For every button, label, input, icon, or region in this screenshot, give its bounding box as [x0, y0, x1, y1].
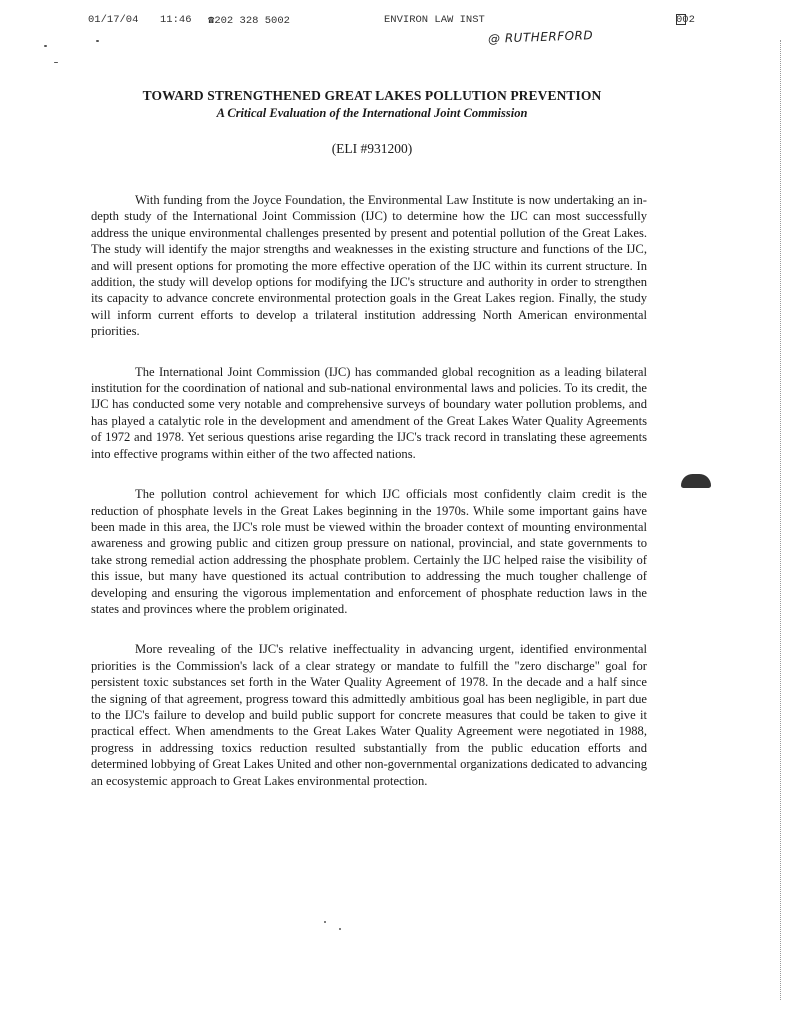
scan-speck — [339, 928, 341, 930]
document-title: TOWARD STRENGTHENED GREAT LAKES POLLUTION PREVENTION — [142, 88, 602, 103]
fax-time: 11:46 — [160, 14, 192, 26]
paragraph: The International Joint Commission (IJC) has commanded global recognition as a leading bilateral institution for the coordination of national and sub-national environmental laws and policies. To its credit, the IJC has conducted some very notable and comprehensive surveys of boundary water pollution problems, and has played a catalytic role in the development and amendment of the Great Lakes Water Quality Agreements of 1972 and 1978. Yet serious questions arise regarding the IJC's track record in translating these agreements into effective programs within either of the two affected nations. — [91, 364, 647, 461]
document-number: (ELI #931200) — [331, 141, 413, 156]
fax-page-value: 002 — [676, 14, 695, 26]
paragraph: The pollution control achievement for which IJC officials most confidently claim credit is the reduction of phosphate levels in the Great Lakes beginning in the 1970s. While some important gains have been made in this area, the IJC's role must be viewed within the broader context of mounting environmental awareness and growing public and citizen group pressure on national, provincial, and state governments to take strong remedial action addressing the phosphate problem. Certainly the IJC helped raise the visibility of this issue, but many have questioned its actual contribution to addressing the much tougher challenge of developing and ensuring the vigorous implementation and enforcement of phosphate reduction laws in the states and provinces where the problem originated. — [91, 487, 647, 616]
scan-blot — [681, 474, 711, 488]
paragraph: With funding from the Joyce Foundation, the Environmental Law Institute is now undertaking an in-depth study of the International Joint Commission (IJC) to determine how the IJC can most successfully address the unique environmental challenges presented by present and potential pollution of the Great Lakes. The study will identify the major strengths and weaknesses in the existing structure and functions of the IJC, and will present options for promoting the more effective operation of the IJC within its current structure. In addition, the study will develop options for modifying the IJC's structure and authority in order to strengthen its capacity to advance concrete environmental protection goals in the Great Lakes region. Finally, the study will inform current efforts to develop a trilateral institution addressing North American environmental priorities. — [91, 193, 647, 339]
paragraph: More revealing of the IJC's relative ineffectuality in advancing urgent, identified environmental priorities is the Commission's lack of a clear strategy or mandate to fulfill the "zero discharge" goal for persistent toxic substances set forth in the Water Quality Agreement of 1978. In the decade and a half since the signing of that agreement, progress toward this admittedly ambitious goal has been negligible, in part due to the IJC's failure to develop and build public support for concrete measures that could be taken to give it practical effect. When amendments to the Great Lakes Water Quality Agreement were negotiated in 1988, progress in addressing toxics reduction resulted substantially from the public education efforts and determined lobbying of Great Lakes United and other non-governmental organizations dedicated to advancing an ecosystemic approach to Great Lakes environmental protection. — [91, 642, 647, 788]
fax-phone-number: ☎202 328 5002 — [208, 15, 290, 27]
scan-speck — [44, 45, 47, 47]
fax-sender-organization: ENVIRON LAW INST — [384, 14, 485, 26]
scan-speck — [54, 62, 58, 63]
scan-edge-line — [780, 40, 782, 1000]
document-body — [91, 192, 647, 813]
fax-header — [88, 14, 708, 30]
title-block — [92, 88, 652, 157]
scan-speck — [324, 921, 326, 923]
fax-date: 01/17/04 — [88, 14, 139, 26]
document-subtitle: A Critical Evaluation of the International Joint Commission — [216, 106, 528, 120]
scan-speck — [96, 40, 99, 42]
handwritten-note: @ RUTHERFORD — [487, 28, 594, 46]
